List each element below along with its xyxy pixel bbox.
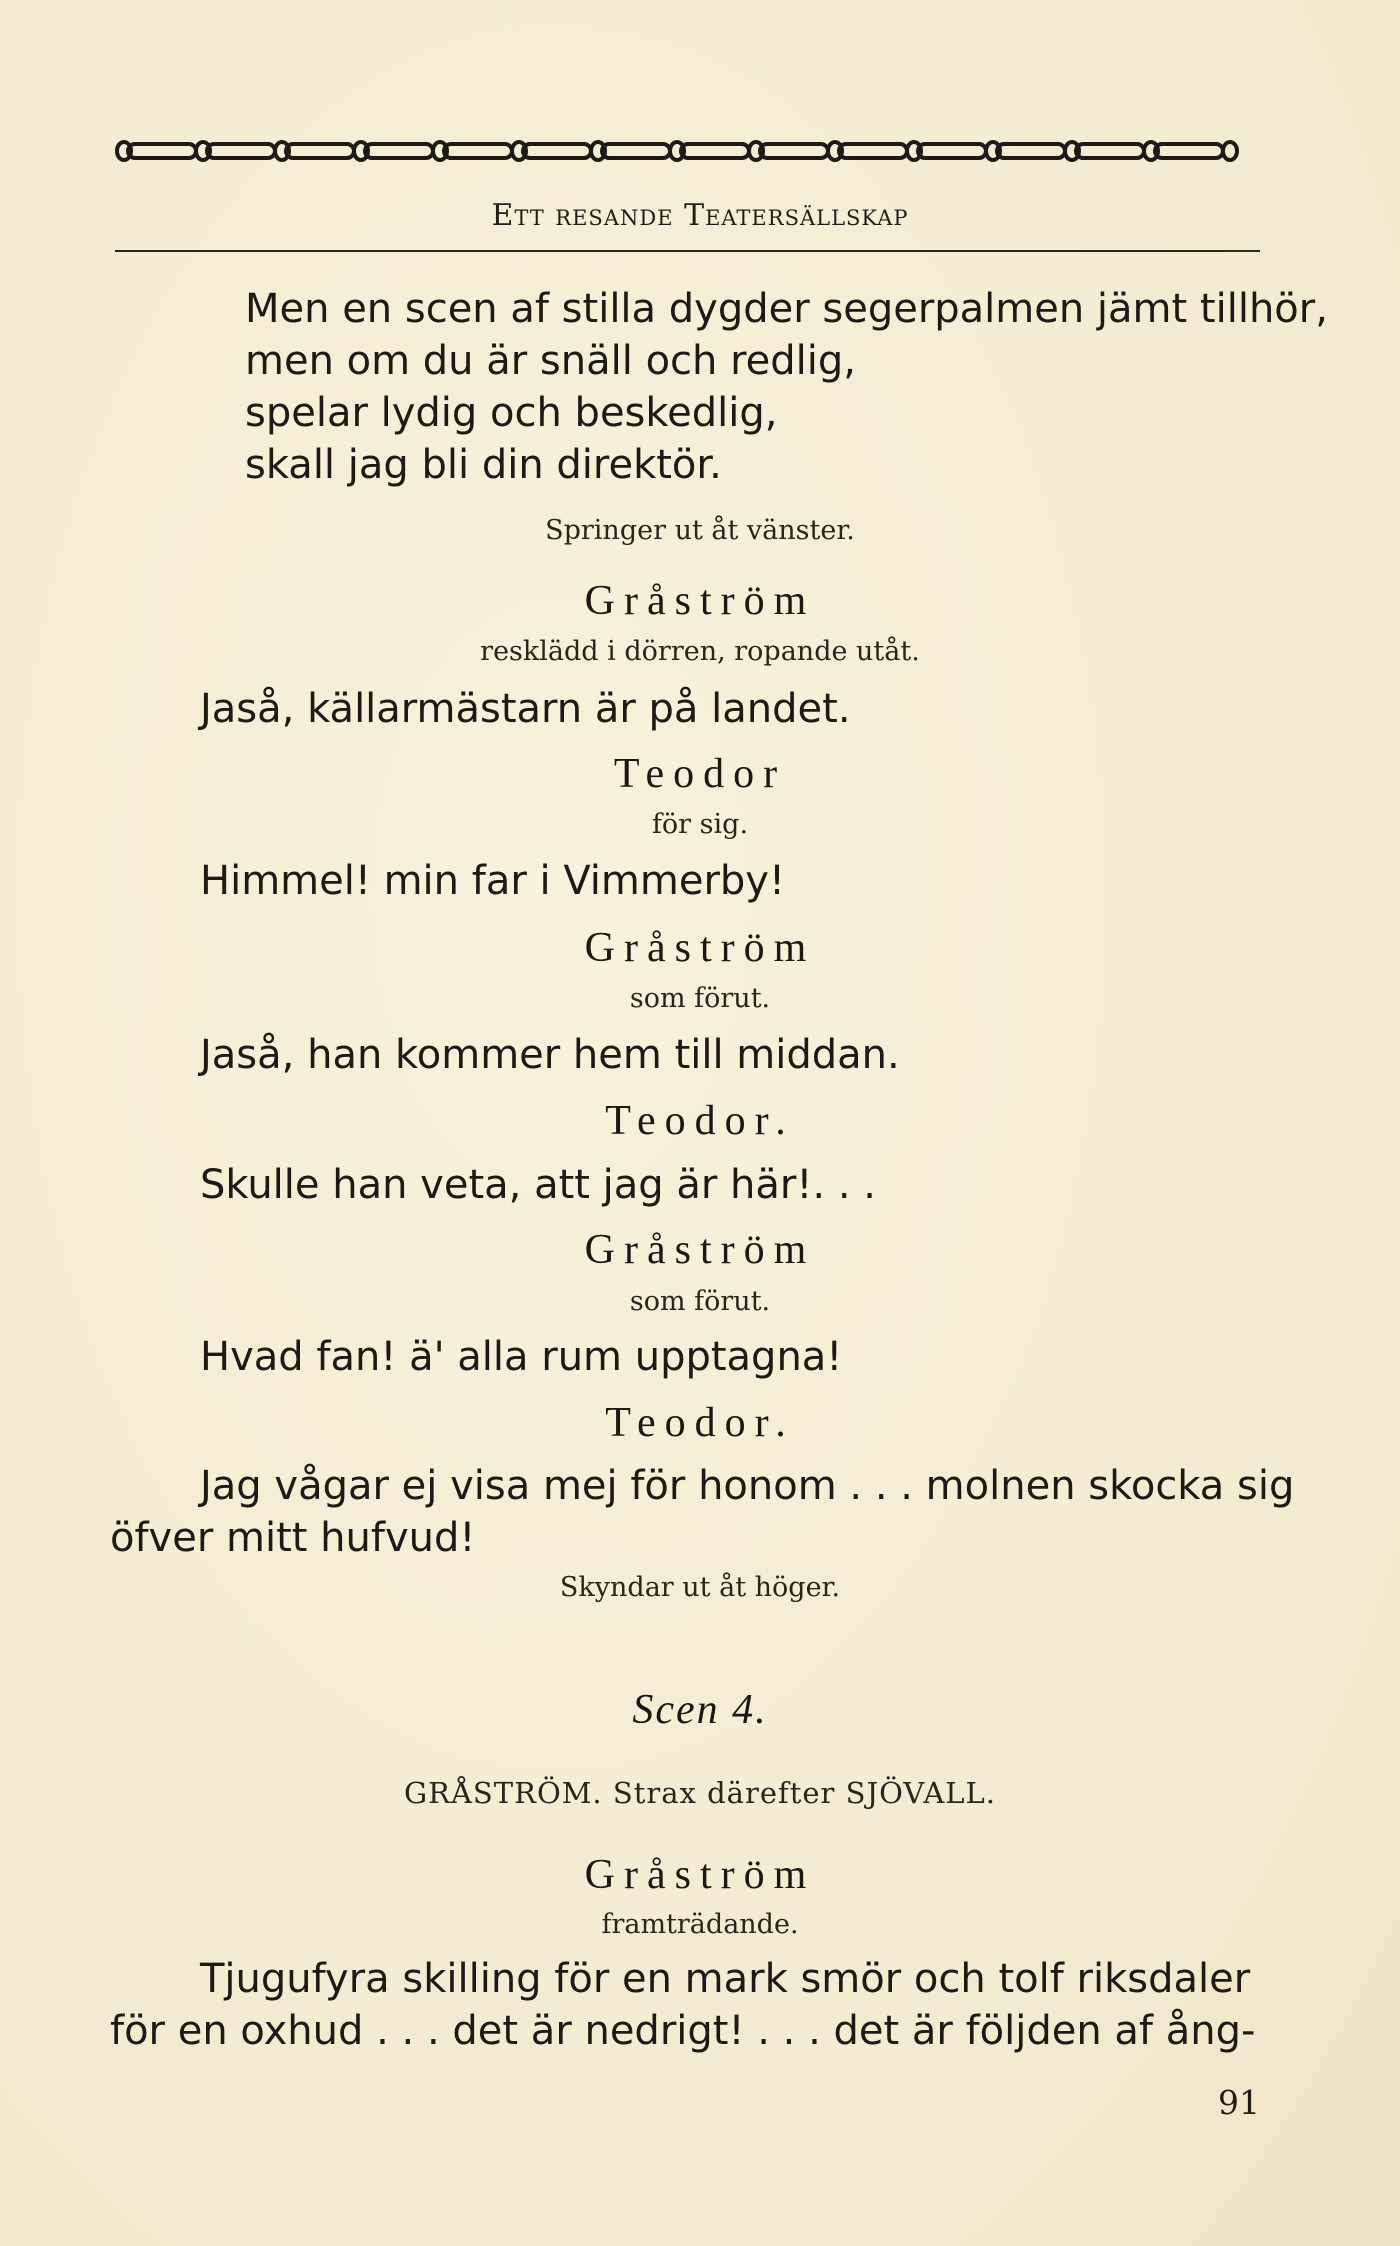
header-rule (115, 250, 1260, 252)
speaker-name: Teodor (613, 751, 787, 797)
running-head: Ett resande Teatersällskap (491, 198, 909, 233)
stage-direction: som förut. (629, 983, 771, 1014)
scene-heading: Scen 4. (632, 1687, 768, 1733)
verse-line: spelar lydig och beskedlig, (245, 390, 778, 436)
dialogue-line-continued: öfver mitt hufvud! (110, 1515, 476, 1561)
verse-line: Men en scen af stilla dygder segerpalmen jämt tillhör, (245, 286, 1328, 332)
speaker-name: Gråström (584, 578, 816, 624)
verse-line: men om du är snäll och redlig, (245, 338, 856, 384)
dialogue-line: Himmel! min far i Vimmerby! (200, 858, 785, 904)
speaker-name: Gråström (584, 1227, 816, 1273)
stage-direction: Springer ut åt vänster. (545, 515, 855, 546)
stage-direction: som förut. (629, 1286, 771, 1317)
dialogue-line: Jaså, han kommer hem till middan. (200, 1032, 900, 1078)
speaker-name: Teodor. (605, 1098, 795, 1144)
page-number: 91 (1218, 2083, 1260, 2122)
dialogue-line-continued: för en oxhud . . . det är nedrigt! . . . det är följden af ång- (110, 2008, 1256, 2054)
dialogue-line: Jaså, källarmästarn är på landet. (200, 686, 851, 732)
decorative-chain-ornament (115, 136, 1260, 166)
dialogue-line: Hvad fan! ä' alla rum upptagna! (200, 1334, 843, 1380)
stage-direction: resklädd i dörren, ropande utåt. (480, 636, 920, 667)
dialogue-line: Skulle han veta, att jag är här!. . . (200, 1162, 876, 1208)
stage-direction: för sig. (651, 809, 749, 840)
stage-direction: framträdande. (601, 1909, 799, 1940)
verse-line: skall jag bli din direktör. (245, 442, 722, 488)
speaker-name: Gråström (584, 925, 816, 971)
speaker-name: Gråström (584, 1852, 816, 1898)
speaker-name: Teodor. (605, 1400, 795, 1446)
dialogue-line: Jag vågar ej visa mej för honom . . . molnen skocka sig (200, 1463, 1295, 1509)
dialogue-line: Tjugufyra skilling för en mark smör och tolf riksdaler (200, 1956, 1251, 2002)
stage-direction: Skyndar ut åt höger. (559, 1572, 841, 1603)
scene-cast: GRÅSTRÖM. Strax därefter SJÖVALL. (403, 1776, 997, 1810)
